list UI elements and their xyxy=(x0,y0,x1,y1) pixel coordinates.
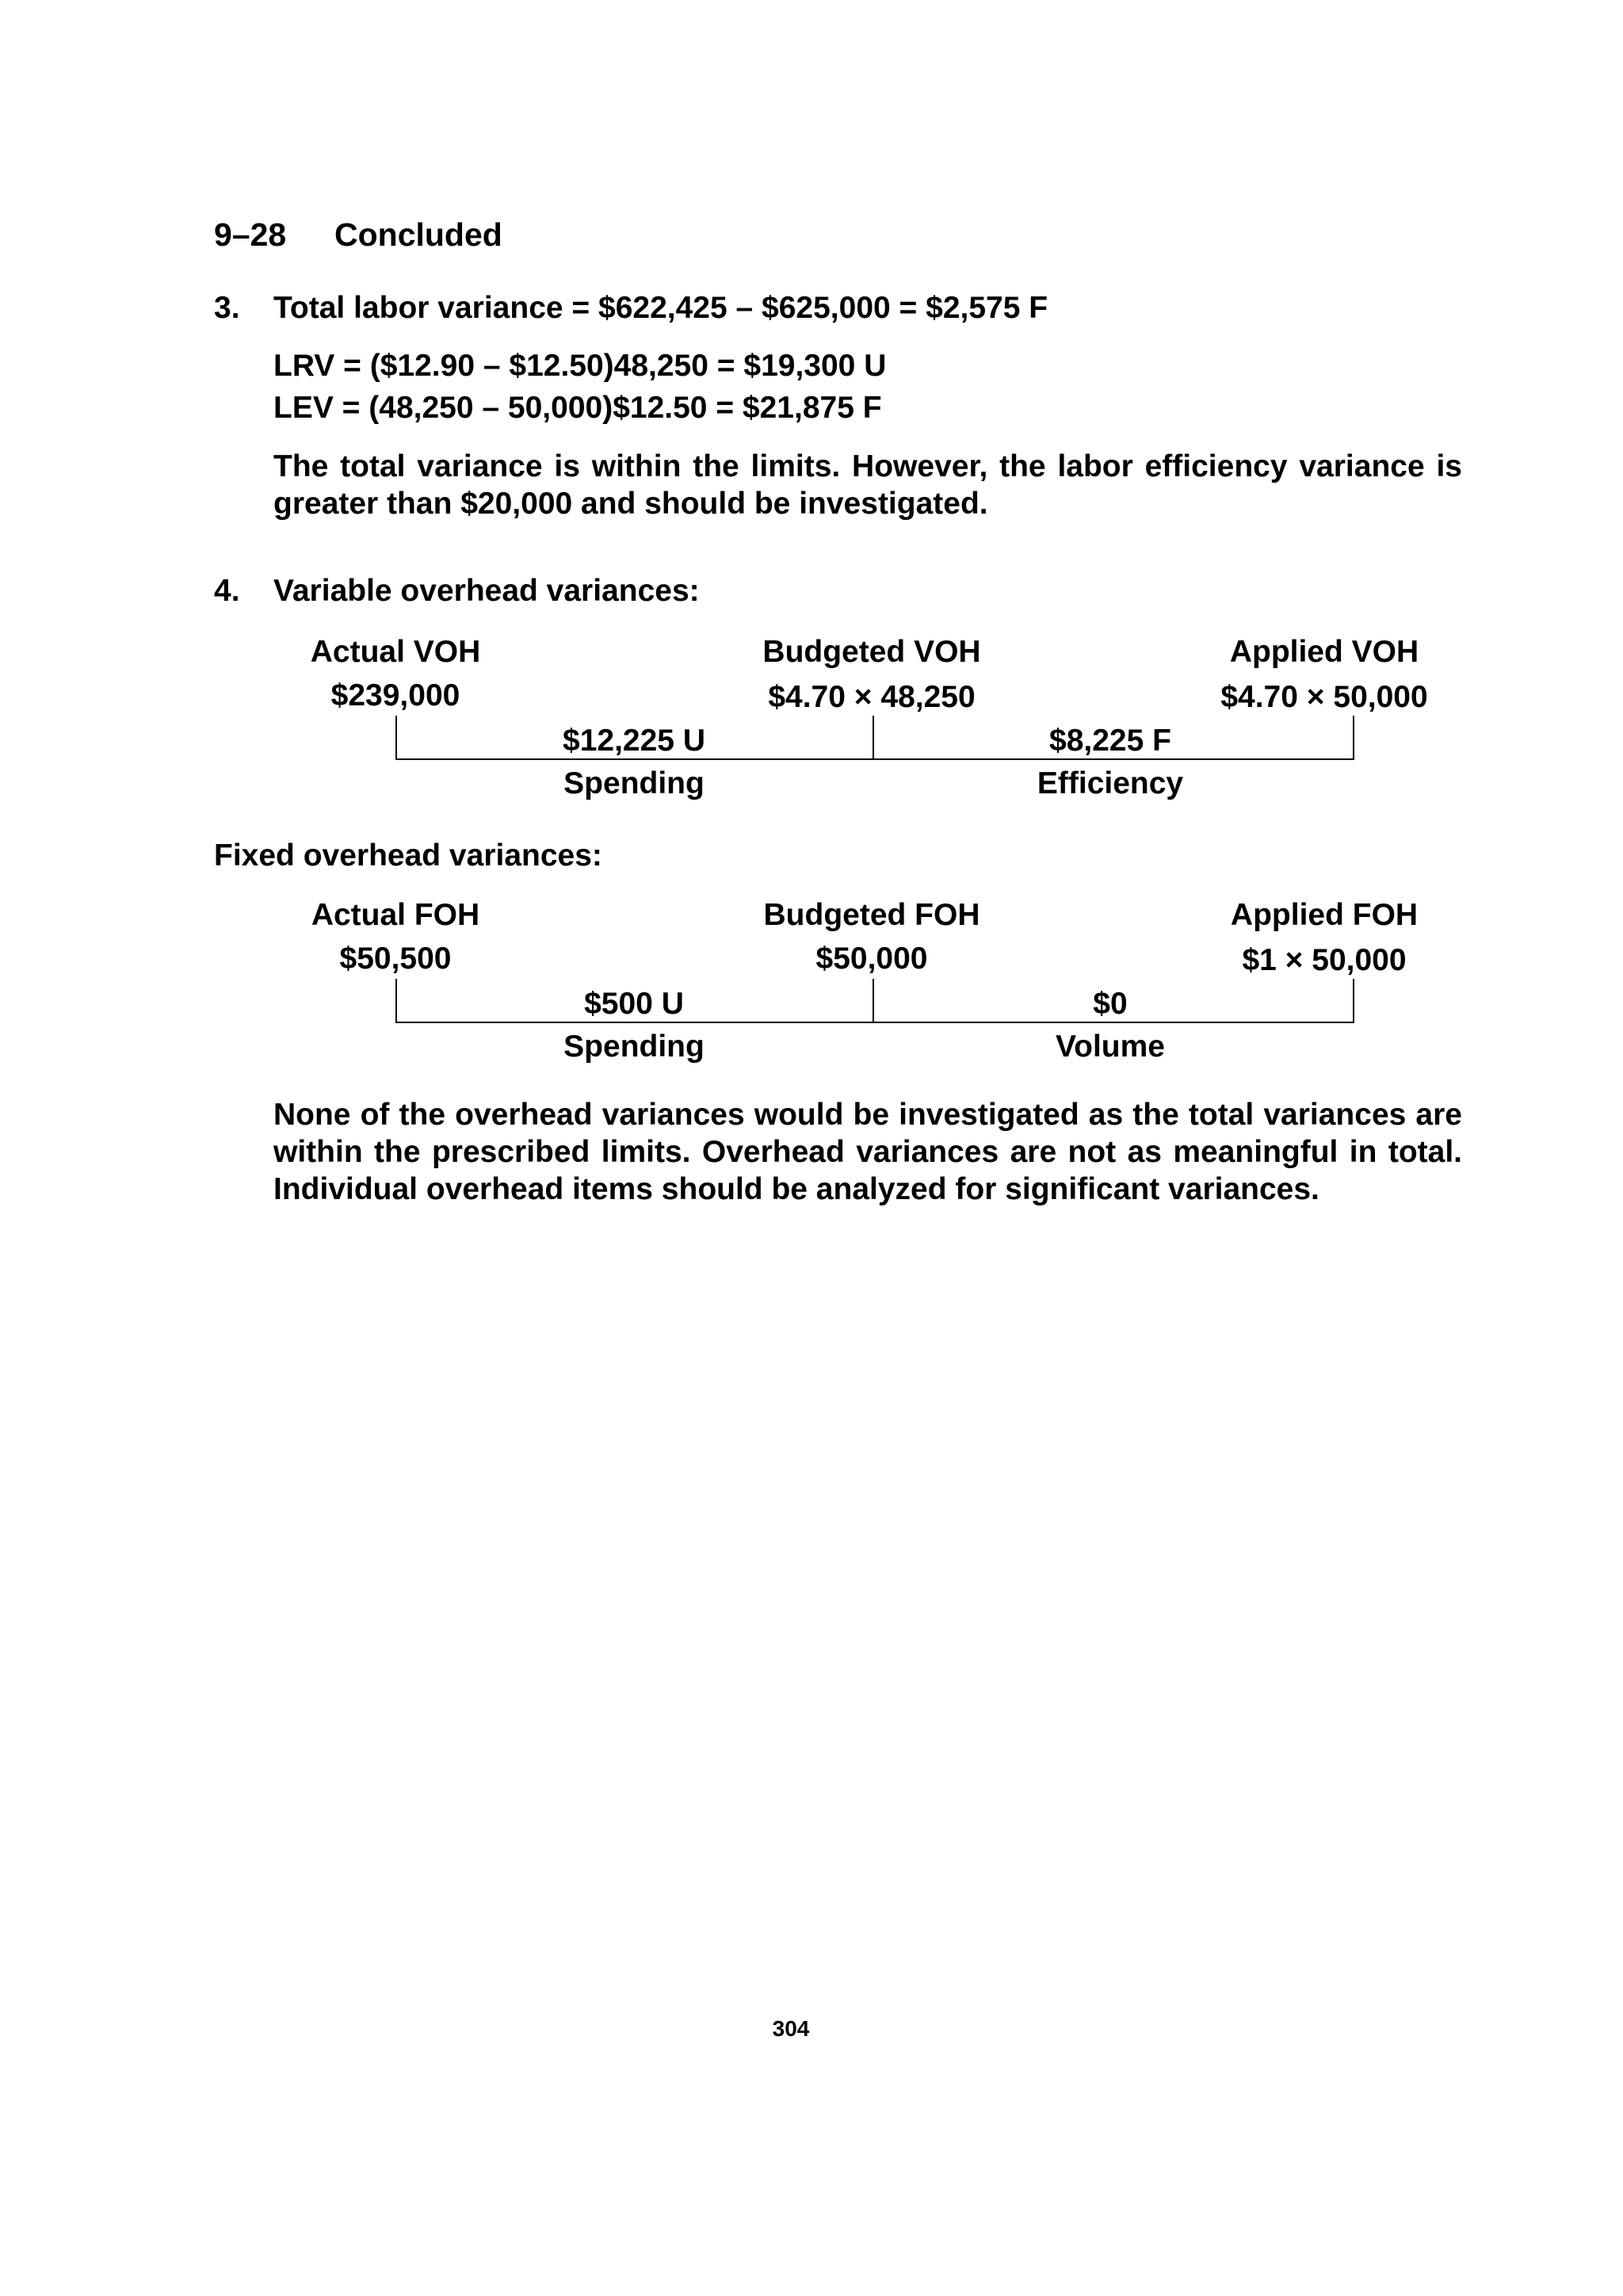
voh-heading: Variable overhead variances: xyxy=(273,574,700,608)
applied-voh-value: $4.70 × 50,000 xyxy=(1220,680,1428,714)
section-number: 9–28 xyxy=(214,216,287,253)
budgeted-voh-label: Budgeted VOH xyxy=(762,635,981,669)
labor-variance-paragraph: The total variance is within the limits. However, the labor efficiency variance is greater than $20,000 and should be investigated. xyxy=(273,449,1462,521)
foh-bracket-mid xyxy=(873,979,874,1023)
item-3-number: 3. xyxy=(214,291,240,325)
actual-foh-value: $50,500 xyxy=(339,942,452,976)
voh-bracket-right xyxy=(1353,716,1354,760)
applied-voh-label: Applied VOH xyxy=(1229,635,1419,669)
page-number: 304 xyxy=(772,2016,810,2041)
foh-bracket-base xyxy=(395,1022,1354,1023)
actual-foh-label: Actual FOH xyxy=(311,898,480,932)
budgeted-foh-label: Budgeted FOH xyxy=(763,898,980,932)
lev-line: LEV = (48,250 – 50,000)$12.50 = $21,875 F xyxy=(273,391,882,425)
actual-voh-label: Actual VOH xyxy=(310,635,481,669)
foh-volume-label: Volume xyxy=(1056,1030,1165,1064)
item-4-number: 4. xyxy=(214,574,240,608)
foh-bracket-left xyxy=(395,979,397,1023)
foh-bracket-right xyxy=(1353,979,1354,1023)
voh-spending-variance: $12,225 U xyxy=(563,724,705,758)
foh-heading: Fixed overhead variances: xyxy=(214,839,602,873)
voh-bracket-base xyxy=(395,758,1354,760)
section-title: Concluded xyxy=(334,216,502,253)
total-labor-variance: Total labor variance = $622,425 – $625,000 = $2,575 F xyxy=(273,291,1048,325)
foh-spending-label: Spending xyxy=(563,1030,705,1064)
budgeted-voh-value: $4.70 × 48,250 xyxy=(768,680,976,714)
voh-bracket-mid xyxy=(873,716,874,760)
lrv-line: LRV = ($12.90 – $12.50)48,250 = $19,300 U xyxy=(273,349,887,383)
voh-spending-label: Spending xyxy=(563,766,705,800)
voh-efficiency-variance: $8,225 F xyxy=(1049,724,1171,758)
foh-volume-variance: $0 xyxy=(1093,987,1128,1021)
applied-foh-value: $1 × 50,000 xyxy=(1242,943,1407,977)
voh-efficiency-label: Efficiency xyxy=(1037,766,1184,800)
budgeted-foh-value: $50,000 xyxy=(815,942,928,976)
actual-voh-value: $239,000 xyxy=(330,678,460,712)
overhead-conclusion-paragraph: None of the overhead variances would be investigated as the total variances are within the prescribed limits. Overhead variances are not as meaningful in total. Individual overhead items should be analyzed for significant variances. xyxy=(273,1098,1462,1206)
applied-foh-label: Applied FOH xyxy=(1230,898,1419,932)
voh-bracket-left xyxy=(395,716,397,760)
foh-spending-variance: $500 U xyxy=(584,987,684,1021)
